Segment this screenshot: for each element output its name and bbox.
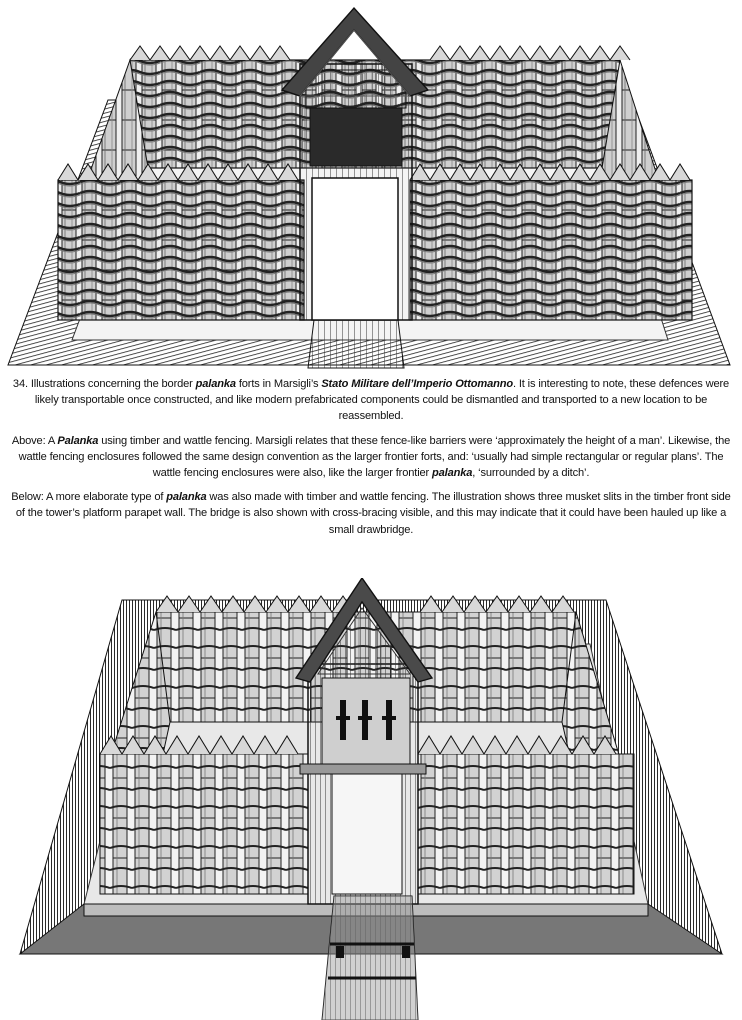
palanka-illustration-bottom: [0, 578, 742, 1020]
musket-slits: [336, 700, 396, 740]
palanka-illustration-top: [0, 0, 742, 372]
caption-text: . It is interesting to note, these defences were likely transportable once constructed, and like modern prefabricated components could be dismantled and transported to a new location to be reassembled.: [34, 378, 730, 423]
emphasized-term: palanka: [432, 467, 473, 480]
caption-text: 34. Illustrations concerning the border: [12, 378, 196, 390]
caption-text: Below: A more elaborate type of: [11, 491, 167, 504]
caption-paragraph-2: [6, 433, 736, 482]
emphasized-term: Palanka: [57, 434, 99, 447]
emphasized-term: palanka: [195, 378, 236, 390]
caption-text: was also made with timber and wattle fencing. The illustration shows three musket slits in the timber front side of the tower’s platform parapet wall. The bridge is also shown with cross-bracing visible, and this may indicate that it could have been hauled up like a small drawbridge.: [15, 491, 731, 536]
caption-text: forts in Marsigli’s: [235, 378, 322, 390]
emphasized-term: Stato Militare dell’Imperio Ottomanno: [321, 378, 514, 390]
emphasized-term: palanka: [166, 491, 207, 504]
caption-text: using timber and wattle fencing. Marsigli relates that these fence-like barriers were ‘approximately the height of a man’. Likewise, the wattle fencing enclosures followed the same design convention as the larger frontier forts, and: ‘usually had simple rectangular or regular plans’. The wattle fencing enclosures were also, like the larger frontier: [18, 434, 731, 480]
caption-text: , ‘surrounded by a ditch’.: [472, 467, 590, 480]
caption-text: Above: A: [11, 434, 58, 447]
caption-paragraph-3: [6, 489, 736, 538]
caption: [6, 376, 736, 546]
caption-paragraph-1: [6, 376, 736, 425]
